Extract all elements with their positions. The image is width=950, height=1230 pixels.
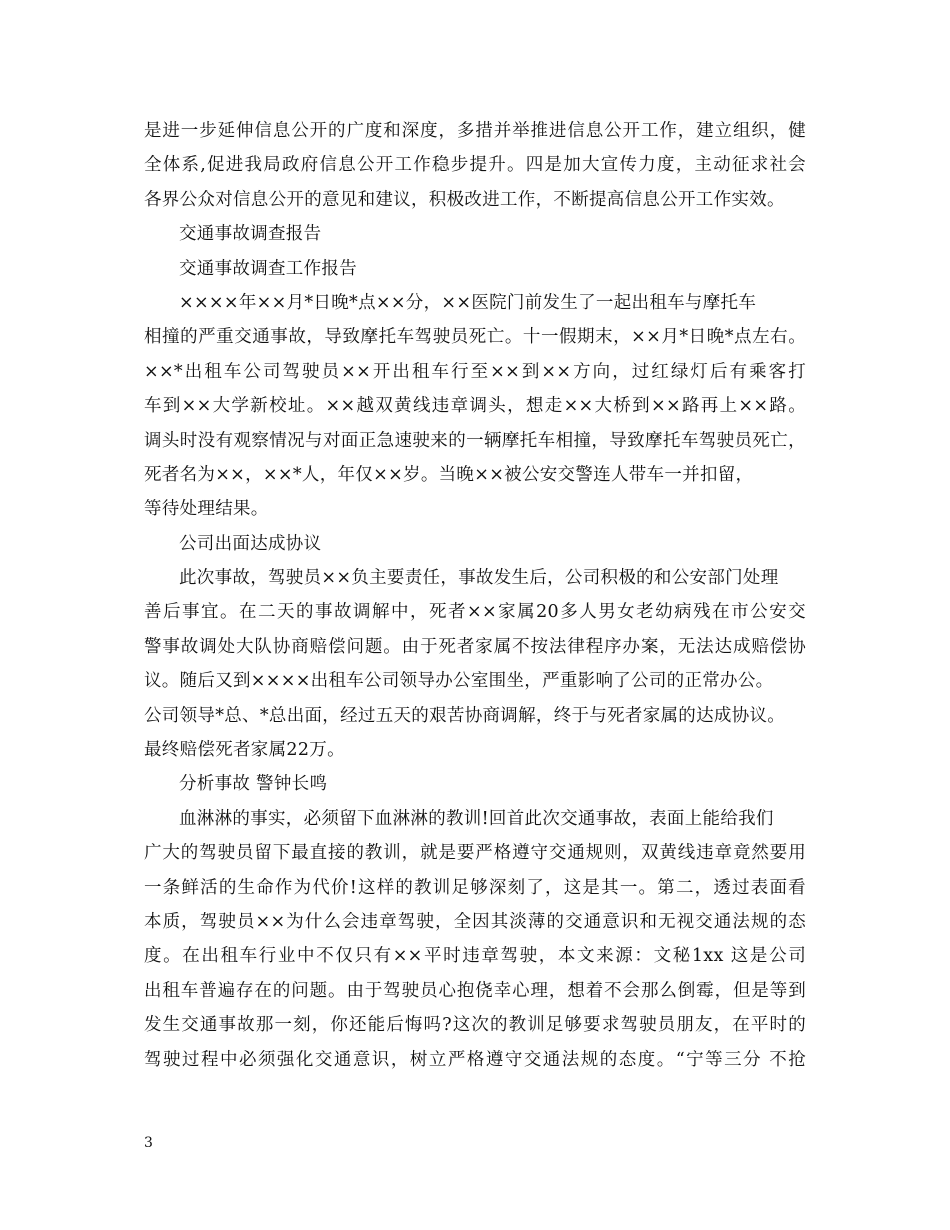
section-heading: 分析事故 警钟长鸣 [179,774,328,795]
paragraph-line: 善后事宜。在二天的事故调解中，死者××家属20多人男女老幼病残在市公安交 [144,602,806,623]
section-heading: 公司出面达成协议 [179,533,322,554]
paragraph-line: 广大的驾驶员留下最直接的教训，就是要严格遵守交通规则，双黄线违章竟然要用 [144,843,806,864]
paragraph-line: 是进一步延伸信息公开的广度和深度，多措并举推进信息公开工作，建立组织，健 [144,121,806,141]
paragraph-line: 血淋淋的事实，必须留下血淋淋的教训!回首此次交通事故，表面上能给我们 [179,808,774,829]
paragraph-line: 此次事故，驾驶员××负主要责任，事故发生后，公司积极的和公安部门处理 [179,568,779,589]
paragraph-line: 本质，驾驶员××为什么会违章驾驶，全因其淡薄的交通意识和无视交通法规的态 [144,911,806,932]
paragraph-line: 调头时没有观察情况与对面正急速驶来的一辆摩托车相撞，导致摩托车驾驶员死亡， [144,430,806,451]
paragraph-line: 警事故调处大队协商赔偿问题。由于死者家属不按法律程序办案，无法达成赔偿协 [144,636,806,657]
paragraph-line: 发生交通事故那一刻，你还能后悔吗?这次的教训足够要求驾驶员朋友，在平时的 [144,1015,806,1036]
paragraph-line: ××××年××月*日晚*点××分，××医院门前发生了一起出租车与摩托车 [179,292,757,313]
paragraph-line: 议。随后又到××××出租车公司领导办公室围坐，严重影响了公司的正常办公。 [144,671,774,692]
paragraph-line: 死者名为××，××*人，年仅××岁。当晚××被公安交警连人带车一并扣留， [144,464,754,485]
paragraph-line: 最终赔偿死者家属22万。 [144,740,345,761]
paragraph-line: 相撞的严重交通事故，导致摩托车驾驶员死亡。十一假期末，××月*日晚*点左右。 [144,327,806,348]
paragraph-line: ××*出租车公司驾驶员××开出租车行至××到××方向，过红绿灯后有乘客打 [144,361,806,382]
page-number: 3 [144,1135,153,1151]
paragraph-line: 出租车普遍存在的问题。由于驾驶员心抱侥幸心理，想着不会那么倒霉，但是等到 [144,980,806,1001]
section-heading: 交通事故调查报告 [179,224,322,245]
paragraph-line: 各界公众对信息公开的意见和建议，积极改进工作，不断提高信息公开工作实效。 [144,189,785,210]
paragraph-line: 全体系,促进我局政府信息公开工作稳步提升。四是加大宣传力度，主动征求社会 [144,155,806,176]
paragraph-line: 等待处理结果。 [144,499,269,520]
section-heading: 交通事故调查工作报告 [179,258,357,279]
paragraph-line: 公司领导*总、*总出面，经过五天的艰苦协商调解，终于与死者家属的达成协议。 [144,705,786,726]
paragraph-line: 一条鲜活的生命作为代价!这样的教训足够深刻了，这是其一。第二，透过表面看 [144,877,806,898]
paragraph-line: 车到××大学新校址。××越双黄线违章调头，想走××大桥到××路再上××路。 [144,396,806,417]
paragraph-line: 度。在出租车行业中不仅只有××平时违章驾驶，本文来源：文秘1xx 这是公司 [144,946,806,967]
paragraph-line: 驾驶过程中必须强化交通意识，树立严格遵守交通法规的态度。“宁等三分 不抢 [144,1049,806,1070]
document-body [144,114,806,1077]
